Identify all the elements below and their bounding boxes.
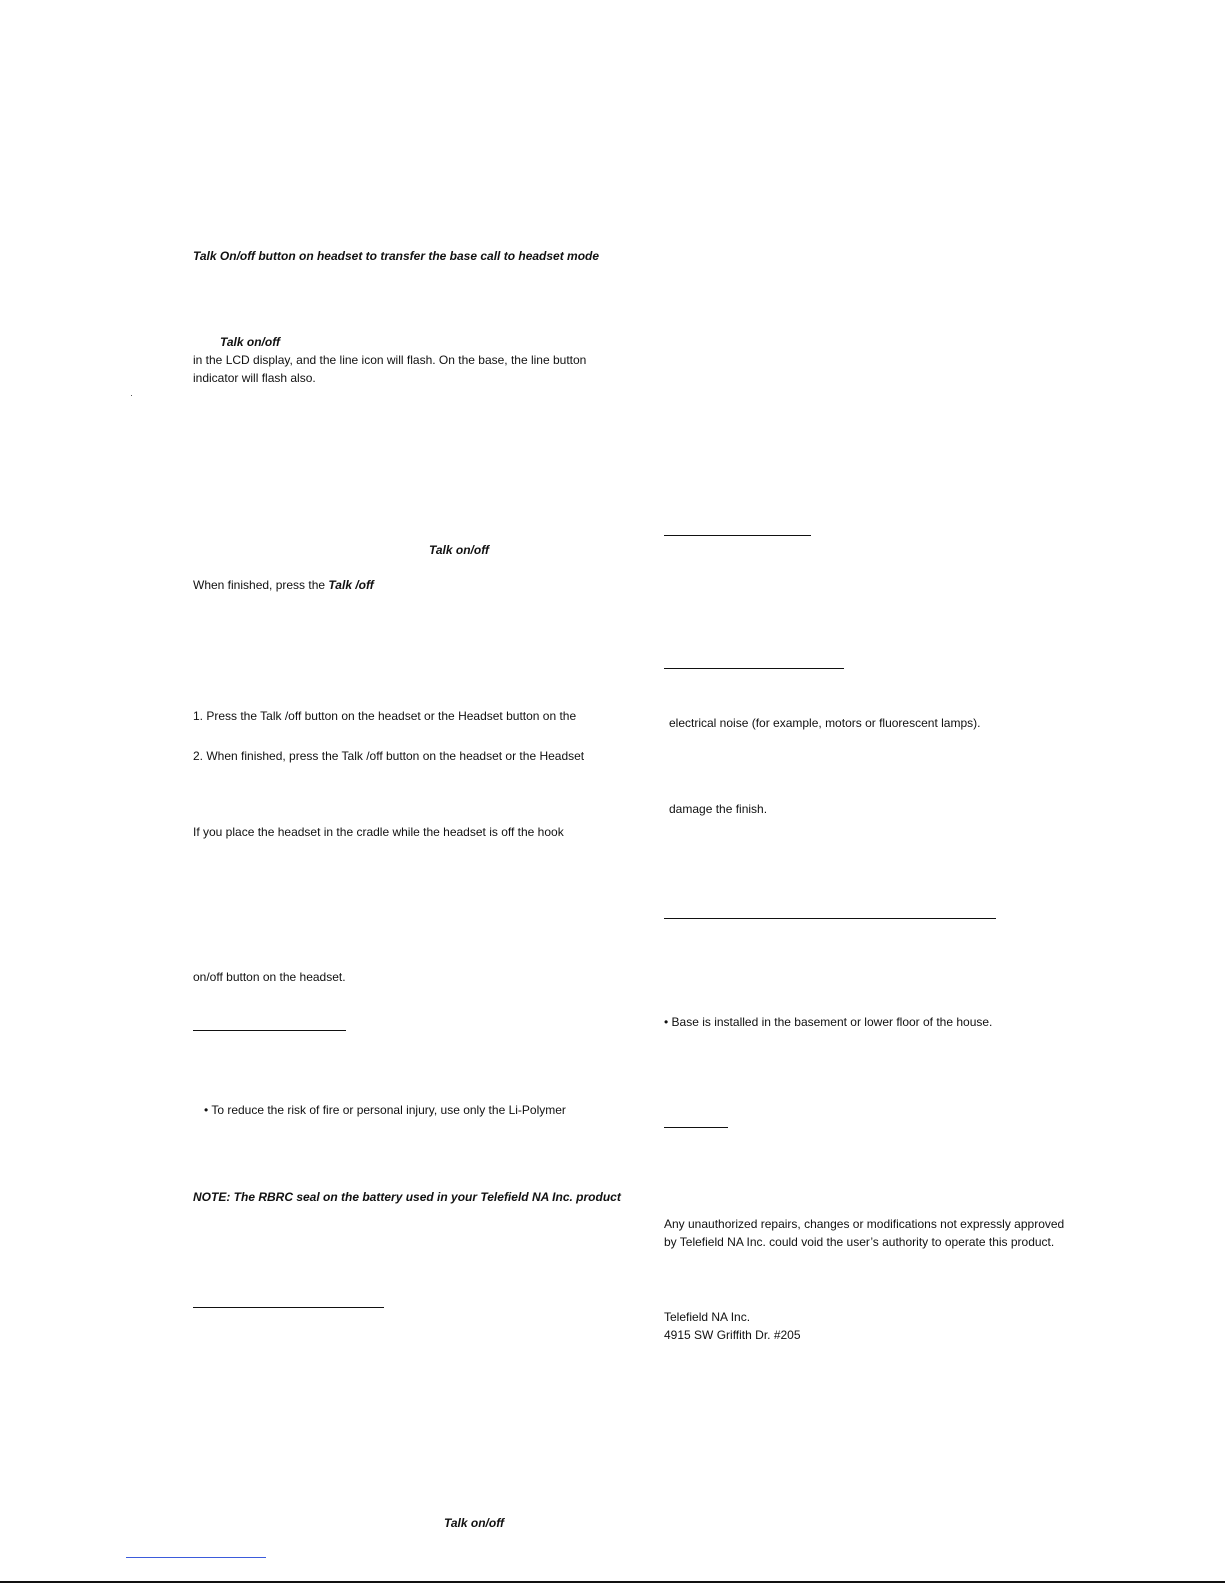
lcd-display-line-1: in the LCD display, and the line icon will flash. On the base, the line button [193,353,587,367]
damage-finish-line: damage the finish. [669,802,768,816]
company-address: 4915 SW Griffith Dr. #205 [664,1328,801,1342]
stray-dot [131,395,132,396]
lcd-display-line-2: indicator will flash also. [193,371,316,385]
company-name: Telefield NA Inc. [664,1310,751,1324]
cradle-note: If you place the headset in the cradle while the headset is off the hook [193,825,564,839]
section-heading-rule-6 [664,1127,728,1128]
section-heading-rule-3 [664,535,811,536]
step-2: 2. When finished, press the Talk /off button on the headset or the Headset [193,749,585,763]
transfer-heading: Talk On/off button on headset to transfer the base call to headset mode [193,249,600,263]
onoff-button-line: on/off button on the headset. [193,970,346,984]
talk-onoff-label-2: Talk on/off [429,543,489,557]
when-finished-prefix: When finished, press the [193,578,326,592]
section-heading-rule-4 [664,668,844,669]
unauthorized-line-2: by Telefield NA Inc. could void the user’s authority to operate this product. [664,1235,1055,1249]
step-1: 1. Press the Talk /off button on the headset or the Headset button on the [193,709,577,723]
rbrc-note: NOTE: The RBRC seal on the battery used in your Telefield NA Inc. product [193,1190,621,1204]
link-underline[interactable] [126,1557,266,1558]
base-basement-bullet: • Base is installed in the basement or lower floor of the house. [664,1015,993,1029]
talk-onoff-label-3: Talk on/off [444,1516,504,1530]
section-heading-rule-2 [193,1307,384,1308]
page-bottom-border [0,1581,1225,1583]
battery-bullet: • To reduce the risk of fire or personal injury, use only the Li-Polymer [204,1103,566,1117]
talk-onoff-label-1: Talk on/off [220,335,280,349]
when-finished-line [193,578,374,593]
talk-off-inline: Talk /off [328,578,374,592]
electrical-noise-line: electrical noise (for example, motors or fluorescent lamps). [669,716,981,730]
section-heading-rule-5 [664,918,996,919]
unauthorized-line-1: Any unauthorized repairs, changes or modifications not expressly approved [664,1217,1065,1231]
section-heading-rule-1 [193,1030,346,1031]
